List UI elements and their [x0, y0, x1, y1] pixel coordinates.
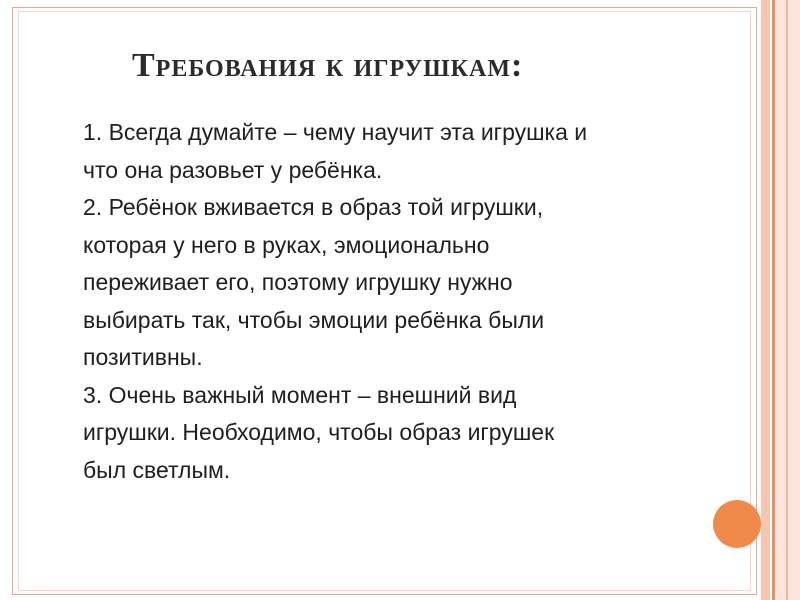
text-line: выбирать так, чтобы эмоции ребёнка были	[83, 306, 545, 333]
orange-circle-icon	[713, 500, 761, 548]
text-line: игрушки. Необходимо, чтобы образ игрушек	[83, 419, 555, 445]
slide-body	[83, 114, 743, 489]
text-line: был светлым.	[83, 456, 231, 483]
requirement-paragraph-1	[83, 114, 743, 189]
text-line: которая у него в руках, эмоционально	[83, 231, 490, 258]
text-line: позитивны.	[83, 344, 203, 370]
decorative-stripe	[786, 0, 788, 600]
text-line: 1. Всегда думайте – чему научит эта игрушка и	[83, 119, 588, 145]
requirement-paragraph-2	[83, 189, 743, 377]
text-line: 2. Ребёнок вживается в образ той игрушки,	[83, 194, 544, 220]
decorative-stripe	[761, 0, 770, 600]
requirement-paragraph-3	[83, 377, 743, 490]
text-line: что она разовьет у ребёнка.	[83, 156, 383, 183]
slide-title: Требования к игрушкам:	[132, 47, 524, 84]
text-line: переживает его, поэтому игрушку нужно	[83, 269, 513, 295]
text-line: 3. Очень важный момент – внешний вид	[83, 381, 517, 408]
